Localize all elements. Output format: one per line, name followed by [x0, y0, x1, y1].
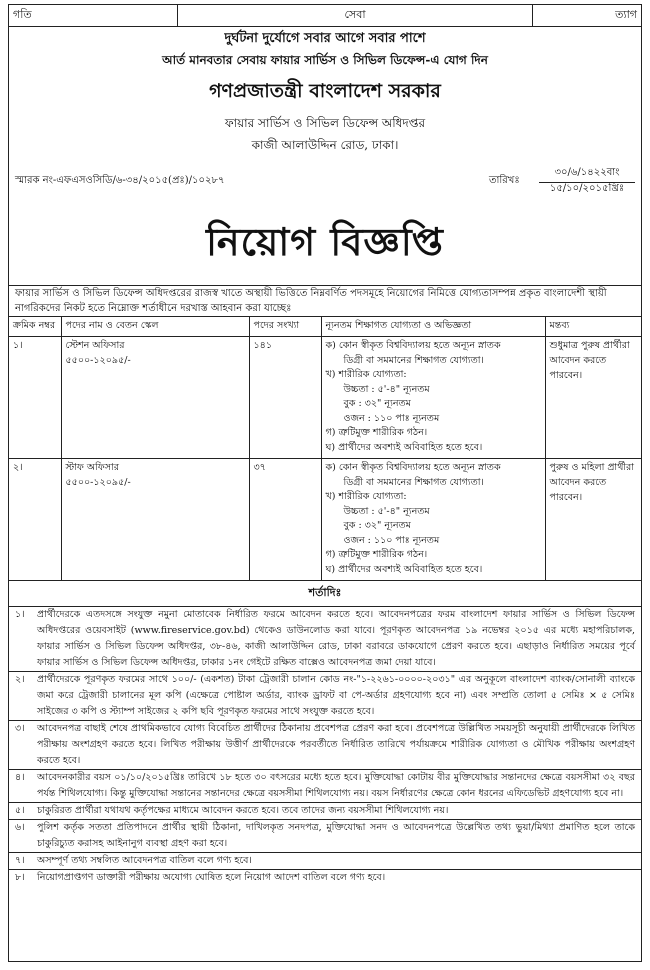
qualification-line: খ) শারীরিক যোগ্যতা:: [325, 491, 407, 502]
department-name: ফায়ার সার্ভিস ও সিভিল ডিফেন্স অধিদপ্তর: [224, 116, 426, 130]
qualification-line: গ) ত্রুটিমুক্ত শারীরিক গঠন।: [325, 427, 428, 438]
table-row: [9, 337, 641, 459]
slogan-2: আর্ত মানবতার সেবায় ফায়ার সার্ভিস ও সিভিল ডিফেন্স-এ যোগ দিন: [162, 53, 488, 67]
row-serial: ১।: [9, 337, 61, 459]
condition-number: ২।: [15, 674, 25, 685]
condition-text: নিয়োগপ্রাপ্তগণ ডাক্তারী পরীক্ষায় অযোগ্য ঘোষিত হলে নিয়োগ আদেশ বাতিল বলে গণ্য হবে।: [37, 872, 386, 883]
qualification-line: ক) কোন স্বীকৃত বিশ্ববিদ্যালয় হতে অন্যূন স্নাতক: [325, 340, 501, 351]
qualification-line: ডিগ্রী বা সমমানের শিক্ষাগত যোগ্যতা।: [343, 354, 484, 366]
condition-text: আবেদনকারীর বয়স ০১/১০/২০১৫খ্রিঃ তারিখে ১৮ হতে ৩০ বৎসরের মধ্যে হতে হবে। মুক্তিযোদ্ধা কোটায় বীর মুক্তিযোদ্ধার সন্তানদের ক্ষেত্রে বয়সসীমা ৩২ বছর পর্যন্ত শিথিলযোগ্য। কিন্তু মুক্তিযোদ্ধা সন্তানের সন্তানদের ক্ষেত্রে বয়সসীমা শিথিলযোগ্য নয়। বয়স নির্ধারণের ক্ষেত্রে কোন ধরনের এফিডেভিট গ্রহণযোগ্য হবে না।: [37, 772, 635, 799]
row-qualification: [321, 337, 545, 459]
condition-item: [9, 870, 641, 886]
header-remarks: মন্তব্য: [545, 317, 641, 337]
condition-item: [9, 853, 641, 870]
table-header-row: [9, 317, 641, 337]
posts-table: [9, 316, 641, 581]
condition-item: [9, 607, 641, 672]
date-label: তারিখঃ: [489, 175, 520, 186]
recruitment-notice: [8, 4, 642, 962]
page-title: নিয়োগ বিজ্ঞপ্তি: [206, 219, 444, 264]
post-name: স্টাফ অফিসার: [65, 462, 119, 473]
memo-number: স্মারক নং-এফএসওসিডি/৬-৩৪/২০১৫(প্রঃ)/১০২৮৭: [15, 175, 225, 186]
qualification-line: উচ্চতা : ৫'-৪" ন্যূনতম: [343, 505, 430, 517]
qualification-line: ঘ) প্রার্থীদের অবশ্যই অবিবাহিত হতে হবে।: [325, 563, 483, 575]
pay-scale: ৫৫০০-১২০৯৫/-: [65, 355, 131, 366]
pay-scale: ৫৫০০-১২০৯৫/-: [65, 477, 131, 488]
intro-text: ফায়ার সার্ভিস ও সিভিল ডিফেন্স অধিদপ্তরের রাজস্ব খাতে অস্থায়ী ভিত্তিতে নিম্নবর্ণিত পদসমূহে নিয়োগের নিমিত্তে যোগ্যতাসম্পন্ন প্রকৃত বাংলাদেশী স্থায়ী নাগরিকদের নিকট হতে নিম্নোক্ত শর্তাধীনে দরখাস্ত আহবান করা যাচ্ছেঃ: [9, 285, 641, 316]
row-post: [61, 459, 249, 581]
condition-number: ৮।: [15, 872, 25, 883]
condition-number: ৩।: [15, 723, 25, 734]
reference-block: [9, 165, 641, 207]
condition-item: [9, 721, 641, 770]
conditions-list: [9, 607, 641, 886]
government-name: গণপ্রজাতন্ত্রী বাংলাদেশ সরকার: [209, 80, 441, 102]
condition-number: ১।: [15, 609, 25, 620]
condition-item: [9, 672, 641, 721]
condition-number: ৫।: [15, 805, 25, 816]
header-post: পদের নাম ও বেতন স্কেল: [61, 317, 249, 337]
condition-item: [9, 803, 641, 820]
row-post: [61, 337, 249, 459]
qualification-line: গ) ত্রুটিমুক্ত শারীরিক গঠন।: [325, 549, 428, 560]
row-remarks: শুধুমাত্র পুরুষ প্রার্থীরা আবেদন করতে পারবেন।: [545, 337, 641, 459]
condition-text: প্রার্থীদেরকে পূরণকৃত ফরমের সাথে ১০০/- (একশত) টাকা ট্রেজারী চালান কোড নং-"১-২২৬১-০০০০-২০৩১" এর অনুকূলে বাংলাদেশ ব্যাংক/সোনালী ব্যাংকে জমা করে ট্রেজারী চালানের মূল কপি (এক্ষেত্রে পোষ্টাল অর্ডার, ব্যাংক ড্রাফট বা পে-অর্ডার গ্রহণযোগ্য হবে না) এবং সম্প্রতি তোলা ৫ সেমিঃ × ৫ সেমিঃ সাইজের ৩ কপি ও স্ট্যাম্প সাইজের ২ কপি ছবি পূরণকৃত ফরমের সাথে সংযুক্ত করতে হবে।: [37, 674, 635, 717]
condition-number: ৪।: [15, 772, 25, 783]
condition-text: চাকুরিরত প্রার্থীরা যথাযথ কর্তৃপক্ষের মাধ্যমে আবেদন করতে হবে। তবে তাদের জন্য বয়সসীমা শিথিলযোগ্য নয়।: [37, 805, 449, 816]
notice-header: [9, 29, 641, 157]
date-english: ১৫/১০/২০১৫খ্রিঃ: [549, 183, 625, 194]
motto-center: সেবা: [178, 5, 533, 27]
qualification-line: ডিগ্রী বা সমমানের শিক্ষাগত যোগ্যতা।: [343, 476, 484, 488]
condition-text: অসম্পূর্ণ তথ্য সম্বলিত আবেদনপত্র বাতিল বলে গণ্য হবে।: [37, 855, 252, 866]
slogan-1: দুর্ঘটনা দুর্যোগে সবার আগে সবার পাশে: [224, 31, 426, 46]
motto-right: ত্যাগ: [533, 5, 641, 27]
qualification-line: ওজন : ১১০ পাঃ ন্যূনতম: [343, 412, 440, 424]
row-count: ৩৭: [249, 459, 321, 581]
post-name: স্টেশন অফিসার: [65, 340, 125, 351]
row-remarks: পুরুষ ও মহিলা প্রার্থীরা আবেদন করতে পারবেন।: [545, 459, 641, 581]
condition-number: ৭।: [15, 855, 25, 866]
condition-number: ৬।: [15, 822, 25, 833]
qualification-line: খ) শারীরিক যোগ্যতা:: [325, 369, 407, 380]
header-qualification: ন্যূনতম শিক্ষাগত যোগ্যতা ও অভিজ্ঞতা: [321, 317, 545, 337]
motto-row: [9, 5, 641, 27]
condition-item: [9, 770, 641, 803]
condition-text: আবেদনপত্র বাছাই শেষে প্রাথমিকভাবে যোগ্য বিবেচিত প্রার্থীদের ঠিকানায় প্রবেশপত্র প্রেরণ করা হবে। প্রবেশপত্রে উল্লিখিত সময়সূচী অনুযায়ী প্রার্থীদেরকে লিখিত পরীক্ষায় অংশগ্রহণ করতে হবে। লিখিত পরীক্ষায় উত্তীর্ণ প্রার্থীদেরকে পরবর্তীতে নির্ধারিত তারিখে পর্যায়ক্রমে শারীরিক যোগ্যতা ও মৌখিক পরীক্ষায় অংশগ্রহণ করতে হবে।: [37, 723, 635, 766]
qualification-line: বুক : ৩২" ন্যূনতম: [343, 520, 411, 531]
qualification-line: ক) কোন স্বীকৃত বিশ্ববিদ্যালয় হতে অন্যূন স্নাতক: [325, 462, 501, 473]
date-bangla: ৩০/৬/১৪২২বাং: [539, 165, 635, 183]
row-qualification: [321, 459, 545, 581]
qualification-line: ওজন : ১১০ পাঃ ন্যূনতম: [343, 534, 440, 546]
header-serial: ক্রমিক নম্বর: [9, 317, 61, 337]
qualification-line: উচ্চতা : ৫'-৪" ন্যূনতম: [343, 383, 430, 395]
condition-text: প্রার্থীদেরকে এতদসঙ্গে সংযুক্ত নমুনা মোতাবেক নির্ধারিত ফরমে আবেদন করতে হবে। আবেদনপত্রের ফরম বাংলাদেশ ফায়ার সার্ভিস ও সিভিল ডিফেন্স অধিদপ্তরের ওয়েবসাইট (www.fireservice.gov.bd) থেকেও ডাউনলোড করা যাবে। পূরণকৃত আবেদনপত্র ১৯ নভেম্বর ২০১৫ এর মধ্যে মহাপরিচালক, ফায়ার সার্ভিস ও সিভিল ডিফেন্স অধিদপ্তর, ৩৮-৪৬, কাজী আলাউদ্দিন রোড, ঢাকা বরাবরে ডাকযোগে প্রেরণ করতে হবে। এছাড়াও নির্ধারিত সময়ের পূর্বে ফায়ার সার্ভিস ও সিভিল ডিফেন্স অধিদপ্তর, ঢাকার ১নং গেইটে রক্ষিত বাক্সেও আবেদনপত্র জমা দেয়া যাবে।: [37, 609, 635, 668]
row-serial: ২।: [9, 459, 61, 581]
department-address: কাজী আলাউদ্দিন রোড, ঢাকা।: [251, 138, 399, 152]
condition-text: পুলিশ কর্তৃক সততা প্রতিপাদনে প্রার্থীর স্থায়ী ঠিকানা, দাখিলকৃত সনদপত্র, মুক্তিযোদ্ধা সনদ ও আবেদনপত্রে উল্লেখিত তথ্য ভুয়া/মিথ্যা প্রমাণিত হলে তাকে চাকুরিচ্যুত করাসহ আইনানুগ ব্যবস্থা গ্রহণ করা হবে।: [37, 822, 635, 849]
condition-item: [9, 820, 641, 853]
motto-left: গতি: [9, 5, 178, 27]
table-row: [9, 459, 641, 581]
header-count: পদের সংখ্যা: [249, 317, 321, 337]
qualification-line: বুক : ৩২" ন্যূনতম: [343, 398, 411, 409]
qualification-line: ঘ) প্রার্থীদের অবশ্যই অবিবাহিত হতে হবে।: [325, 441, 483, 453]
row-count: ১৪১: [249, 337, 321, 459]
conditions-title: শর্তাদিঃ: [9, 581, 641, 607]
